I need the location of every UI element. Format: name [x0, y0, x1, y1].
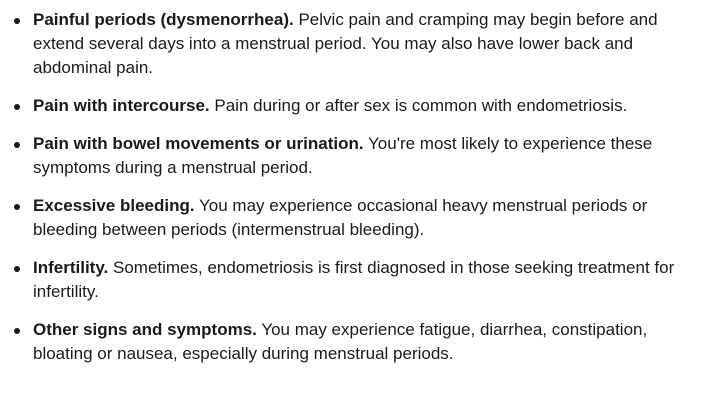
- list-item: [0, 132, 720, 180]
- symptom-description: You may experience fatigue, diarrhea, constipation, bloating or nausea, especially during menstrual periods.: [33, 320, 648, 363]
- bullet-icon: [14, 142, 20, 148]
- symptom-term: Excessive bleeding.: [33, 196, 195, 215]
- symptom-description: Sometimes, endometriosis is first diagnosed in those seeking treatment for infertility.: [33, 258, 675, 301]
- bullet-icon: [14, 204, 20, 210]
- list-item: [0, 256, 720, 304]
- bullet-icon: [14, 104, 20, 110]
- symptom-term: Infertility.: [33, 258, 109, 277]
- symptom-description: You're most likely to experience these symptoms during a menstrual period.: [33, 134, 653, 177]
- bullet-icon: [14, 18, 20, 24]
- symptom-term: Other signs and symptoms.: [33, 320, 257, 339]
- symptom-description: You may experience occasional heavy menstrual periods or bleeding between periods (intermenstrual bleeding).: [33, 196, 648, 239]
- symptom-term: Painful periods (dysmenorrhea).: [33, 10, 294, 29]
- list-item: [0, 94, 720, 118]
- symptom-description: Pain during or after sex is common with endometriosis.: [214, 96, 628, 115]
- symptom-description: Pelvic pain and cramping may begin before and extend several days into a menstrual period. You may also have lower back and abdominal pain.: [33, 10, 658, 77]
- bullet-icon: [14, 328, 20, 334]
- bullet-icon: [14, 266, 20, 272]
- list-item: [0, 194, 720, 242]
- symptom-term: Pain with bowel movements or urination.: [33, 134, 364, 153]
- list-item: [0, 8, 720, 80]
- list-item: [0, 318, 720, 366]
- symptom-term: Pain with intercourse.: [33, 96, 210, 115]
